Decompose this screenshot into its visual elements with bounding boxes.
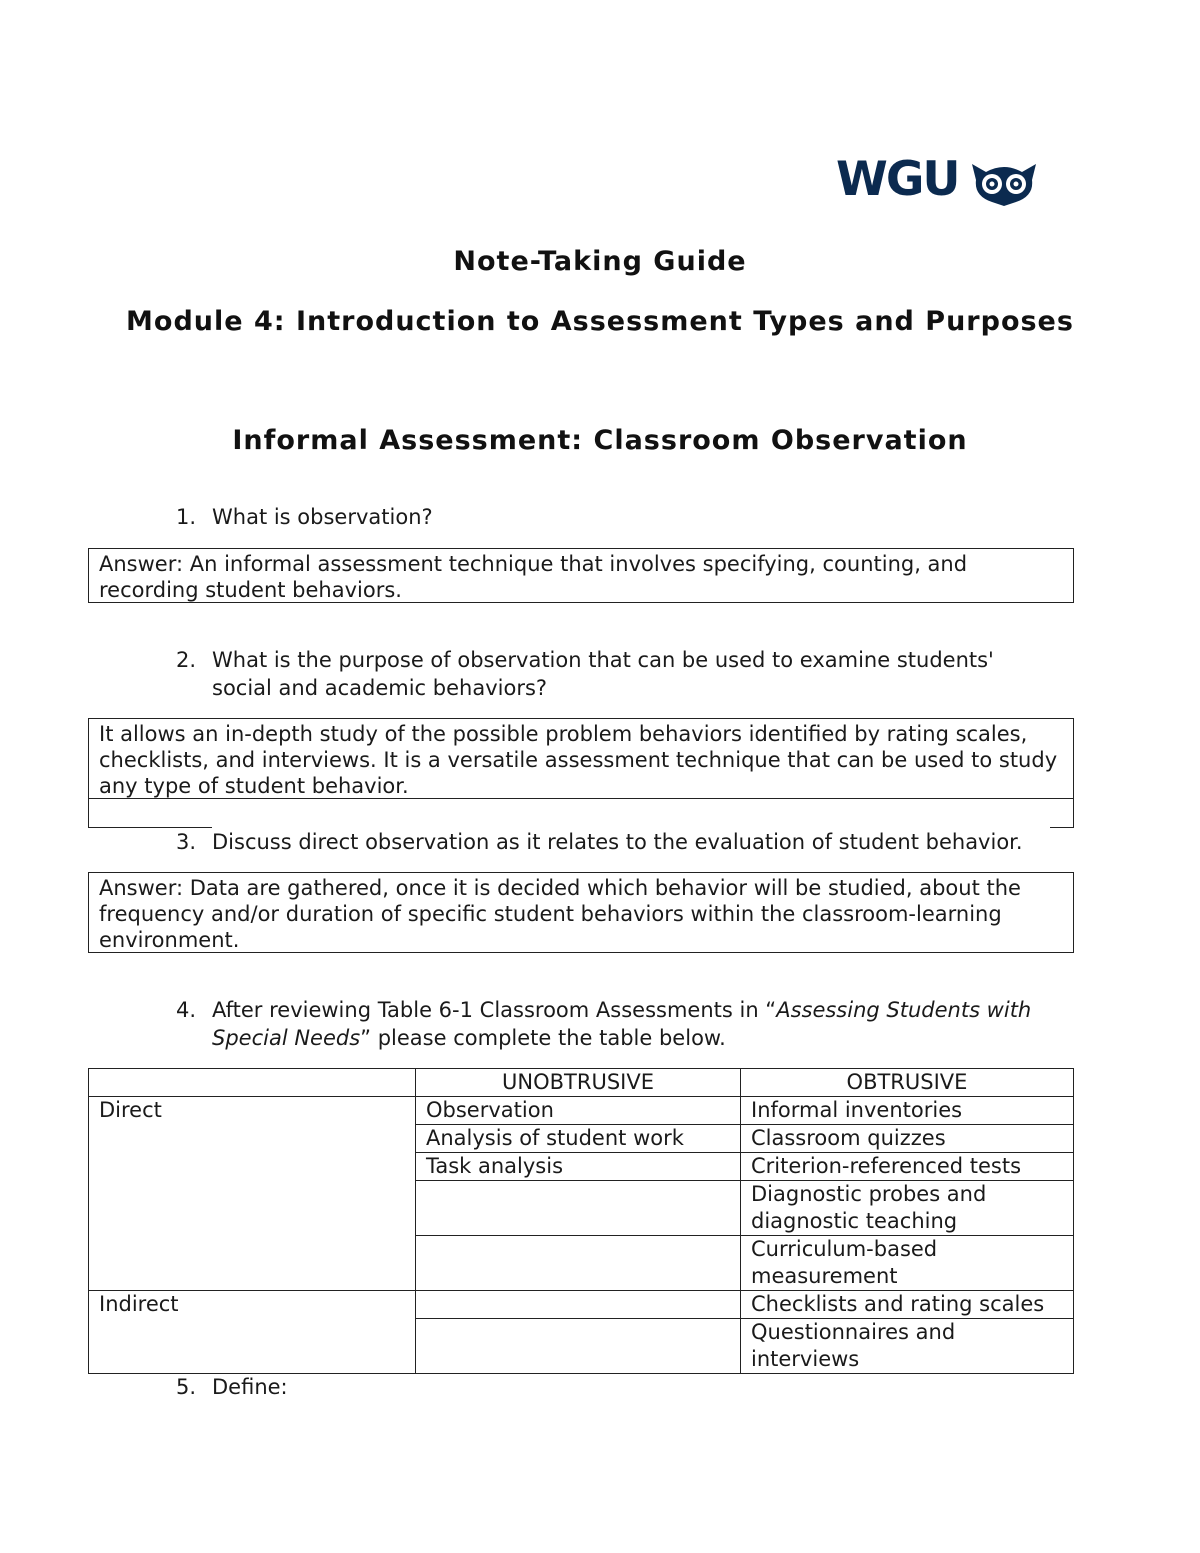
owl-icon bbox=[968, 158, 1040, 206]
section-title: Informal Assessment: Classroom Observation bbox=[232, 425, 968, 456]
table-header-cell: UNOBTRUSIVE bbox=[416, 1069, 741, 1097]
table-cell: Questionnaires and interviews bbox=[741, 1319, 1074, 1374]
table-cell: Analysis of student work bbox=[416, 1125, 741, 1153]
page-title: Note-Taking Guide bbox=[453, 246, 747, 277]
table-header-cell: OBTRUSIVE bbox=[741, 1069, 1074, 1097]
answer-box-2-extra-row bbox=[88, 798, 1074, 828]
table-cell: Indirect bbox=[89, 1291, 416, 1374]
question-text-part: ” please complete the table below. bbox=[360, 1026, 726, 1050]
question-number: 4. bbox=[176, 998, 197, 1022]
table-cell bbox=[416, 1181, 741, 1236]
table-cell: Classroom quizzes bbox=[741, 1125, 1074, 1153]
answer-box-1[interactable] bbox=[88, 548, 1074, 603]
table-cell: Curriculum-based measurement bbox=[741, 1236, 1074, 1291]
logo-text: WGU bbox=[836, 152, 959, 207]
question-number: 5. bbox=[176, 1375, 197, 1399]
question-number: 2. bbox=[176, 648, 197, 672]
answer-text: It allows an in-depth study of the possible problem behaviors identified by rating scales, checklists, and interviews. It is a versatile assessment technique that can be used to study any type of student behavior. bbox=[99, 722, 1058, 798]
table-cell: Diagnostic probes and diagnostic teaching bbox=[741, 1181, 1074, 1236]
table-row bbox=[89, 1097, 1074, 1125]
wgu-logo bbox=[836, 152, 1040, 208]
module-title: Module 4: Introduction to Assessment Types and Purposes bbox=[126, 306, 1074, 337]
question-text-part: After reviewing Table 6-1 Classroom Assessments in “ bbox=[212, 998, 777, 1022]
table-cell bbox=[416, 1236, 741, 1291]
table-header-cell bbox=[89, 1069, 416, 1097]
table-cell: Informal inventories bbox=[741, 1097, 1074, 1125]
question-number: 3. bbox=[176, 830, 197, 854]
question-text: Discuss direct observation as it relates to the evaluation of student behavior. bbox=[212, 830, 1023, 854]
answer-text: Answer: Data are gathered, once it is decided which behavior will be studied, about the frequency and/or duration of specific student behaviors within the classroom-learning environment. bbox=[99, 876, 1021, 952]
book-title: Assessing Students with Special Needs bbox=[212, 998, 1032, 1050]
question-text: Define: bbox=[212, 1375, 288, 1399]
table-cell: Checklists and rating scales bbox=[741, 1291, 1074, 1319]
question-text bbox=[212, 996, 1032, 1052]
table-header-row bbox=[89, 1069, 1074, 1097]
table-cell: Observation bbox=[416, 1097, 741, 1125]
answer-text: Answer: An informal assessment technique that involves specifying, counting, and recording student behaviors. bbox=[99, 552, 968, 602]
question-text: What is the purpose of observation that can be used to examine students' social and academic behaviors? bbox=[212, 648, 994, 700]
question-text: What is observation? bbox=[212, 505, 433, 529]
assessment-table bbox=[88, 1068, 1074, 1374]
table-cell: Criterion-referenced tests bbox=[741, 1153, 1074, 1181]
table-row bbox=[89, 1291, 1074, 1319]
table-cell: Task analysis bbox=[416, 1153, 741, 1181]
answer-box-3[interactable] bbox=[88, 872, 1074, 953]
answer-box-2[interactable] bbox=[88, 718, 1074, 799]
table-cell bbox=[416, 1319, 741, 1374]
table-cell bbox=[416, 1291, 741, 1319]
table-cell: Direct bbox=[89, 1097, 416, 1291]
question-number: 1. bbox=[176, 505, 197, 529]
